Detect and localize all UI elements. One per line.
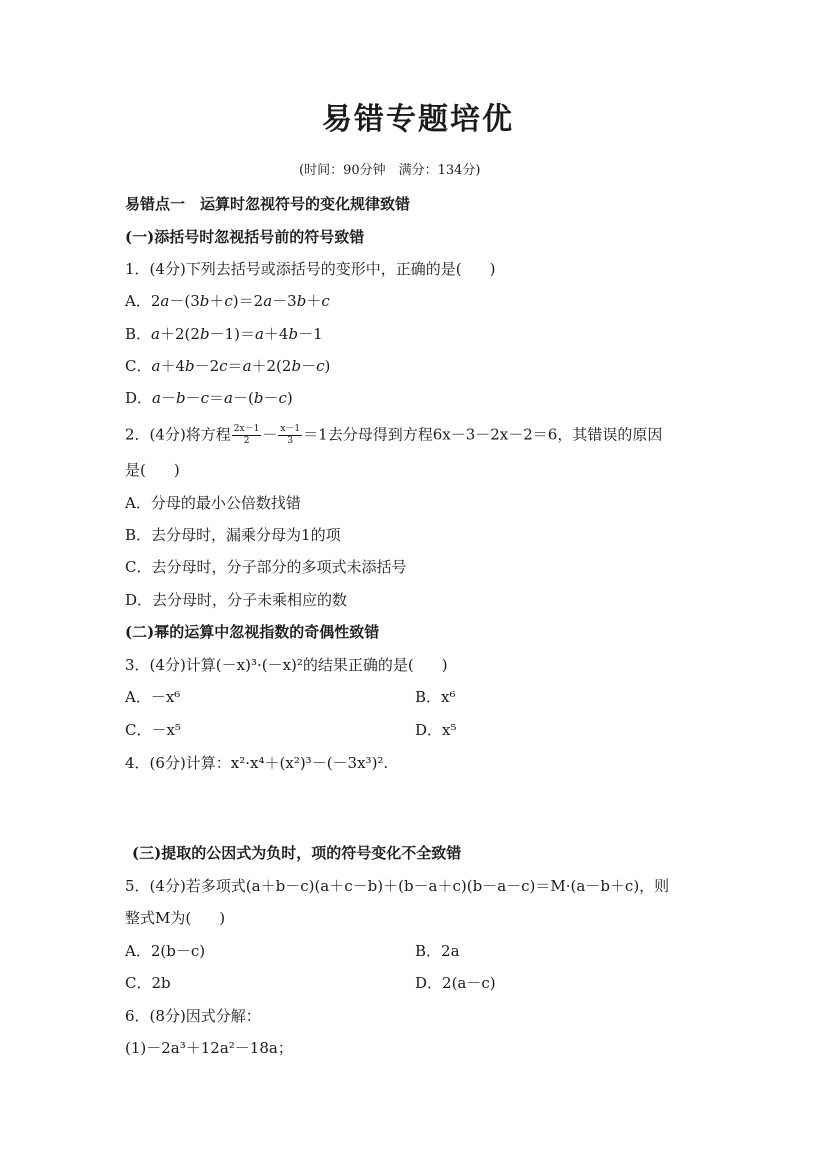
- question-2-text-a: 2．(4分)将方程: [125, 425, 231, 444]
- subsection-heading-1: (一)添括号时忽视括号前的符号致错: [125, 228, 365, 246]
- question-3-option-d: D．x⁵: [415, 721, 457, 739]
- question-5-text-b: 整式M为(: [125, 909, 192, 927]
- section-heading: 易错点一 运算时忽视符号的变化规律致错: [125, 195, 411, 213]
- question-3-text: 3．(4分)计算(－x)³·(－x)²的结果正确的是(: [125, 656, 414, 674]
- question-3-close: ): [441, 656, 448, 674]
- minus-sign: －: [262, 425, 278, 444]
- question-5-close: ): [219, 909, 226, 927]
- question-5-option-b: B．2a: [415, 942, 460, 960]
- fraction-2-denominator: 3: [287, 436, 294, 446]
- fraction-1-denominator: 2: [243, 436, 250, 446]
- question-2-stem: [125, 424, 662, 447]
- question-3-stem: [125, 655, 448, 675]
- question-5-stem-cont: [125, 908, 225, 928]
- question-1-option-c: C．a＋4b－2c＝a＋2(2b－c): [125, 357, 331, 375]
- exam-meta: (时间：90分钟 满分：134分): [299, 163, 481, 178]
- question-2-stem-cont: [125, 460, 180, 480]
- question-1-option-d: D．a－b－c＝a－(b－c): [125, 389, 293, 407]
- question-1-option-a: A．2a－(3b＋c)＝2a－3b＋c: [125, 292, 330, 310]
- question-3-option-a: A．－x⁶: [125, 688, 181, 706]
- question-3-option-c: C．－x⁵: [125, 721, 181, 739]
- question-2-option-d: D．去分母时，分子未乘相应的数: [125, 591, 348, 609]
- question-1-stem: [125, 259, 496, 279]
- question-2-close: ): [173, 461, 180, 479]
- option-label: C．: [125, 357, 152, 375]
- subsection-heading-3: (三)提取的公因式为负时，项的符号变化不全致错: [132, 844, 462, 862]
- question-2-text-b: ＝1去分母得到方程6x－3－2x－2＝6，其错误的原因: [303, 425, 663, 444]
- option-label: B．: [125, 325, 152, 343]
- question-2-option-b: B．去分母时，漏乘分母为1的项: [125, 526, 341, 544]
- question-6-part-1: (1)－2a³＋12a²－18a；: [125, 1039, 293, 1057]
- subsection-heading-2: (二)幂的运算中忽视指数的奇偶性致错: [125, 623, 380, 641]
- question-5-option-a: A．2(b－c): [125, 942, 206, 960]
- question-6-stem: 6．(8分)因式分解：: [125, 1007, 261, 1025]
- question-4-stem: 4．(6分)计算：x²·x⁴＋(x²)³－(－3x³)².: [125, 754, 389, 772]
- question-5-stem: 5．(4分)若多项式(a＋b－c)(a＋c－b)＋(b－a＋c)(b－a－c)＝M·(a－b＋c)，则: [125, 877, 670, 895]
- fraction-1-numerator: 2x－1: [233, 424, 260, 434]
- fraction-1: [232, 424, 262, 447]
- question-5-option-c: C．2b: [125, 974, 171, 992]
- option-label: A．: [125, 292, 151, 310]
- question-1-close: ): [489, 260, 496, 278]
- question-3-option-b: B．x⁶: [415, 688, 456, 706]
- question-5-option-d: D．2(a－c): [415, 974, 496, 992]
- question-2-text-c: 是(: [125, 461, 146, 479]
- question-1-option-b: B．a＋2(2b－1)＝a＋4b－1: [125, 325, 323, 343]
- question-2-option-a: A．分母的最小公倍数找错: [125, 494, 301, 512]
- question-2-option-c: C．去分母时，分子部分的多项式未添括号: [125, 558, 407, 576]
- fraction-2-numerator: x－1: [280, 424, 301, 434]
- option-label: D．: [125, 389, 153, 407]
- question-1-text: 1．(4分)下列去括号或添括号的变形中，正确的是(: [125, 260, 462, 278]
- document-title: 易错专题培优: [322, 102, 514, 137]
- fraction-2: [278, 424, 302, 447]
